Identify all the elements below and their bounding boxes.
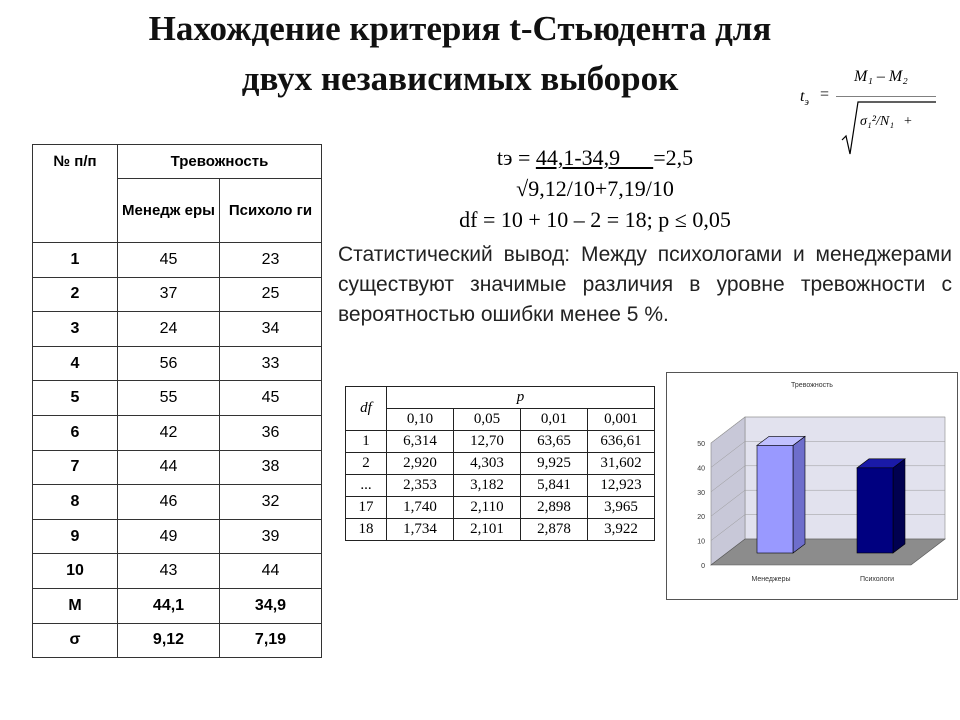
chart-bar-side (893, 459, 905, 553)
chart-y-tick: 40 (697, 465, 705, 473)
row-number: 1 (33, 243, 118, 278)
psychologists-value: 39 (220, 519, 322, 554)
calc-prefix: tэ = (496, 145, 536, 170)
calc-numerator: 44,1-34,9 (535, 145, 654, 170)
managers-value: 37 (118, 277, 220, 312)
chart-y-tick: 0 (701, 563, 705, 570)
crit-p-value: 0,10 (387, 409, 454, 431)
crit-value: 636,61 (588, 431, 655, 453)
t-student-formula (796, 66, 941, 166)
t-calculation (430, 142, 760, 235)
chart-title: Тревожность (791, 382, 833, 389)
row-number: 5 (33, 381, 118, 416)
psychologists-value: 33 (220, 346, 322, 381)
chart-bar (857, 468, 893, 553)
chart-y-tick: 30 (697, 489, 705, 497)
table-row (33, 312, 322, 347)
psychologists-value: 23 (220, 243, 322, 278)
crit-df: 18 (346, 519, 387, 541)
crit-df: 1 (346, 431, 387, 453)
crit-p-value: 0,001 (588, 409, 655, 431)
chart-x-tick: Психологи (859, 576, 895, 583)
managers-value: 46 (118, 485, 220, 520)
formula-lhs: t (800, 88, 805, 105)
row-number: 6 (33, 415, 118, 450)
crit-value: 2,920 (387, 453, 454, 475)
row-number: 9 (33, 519, 118, 554)
managers-value: 44,1 (118, 588, 220, 623)
row-number: 3 (33, 312, 118, 347)
header-managers: Менедж еры (118, 179, 220, 243)
row-number: 10 (33, 554, 118, 589)
managers-value: 45 (118, 243, 220, 278)
crit-value: 3,182 (454, 475, 521, 497)
calc-result: =2,5 (653, 145, 694, 170)
crit-row (346, 475, 655, 497)
crit-p-value: 0,01 (521, 409, 588, 431)
crit-value: 63,65 (521, 431, 588, 453)
table-row (33, 277, 322, 312)
formula-den-2 (896, 126, 898, 127)
formula-lhs-sub: э (804, 97, 809, 109)
crit-row (346, 431, 655, 453)
managers-value: 24 (118, 312, 220, 347)
psychologists-value: 36 (220, 415, 322, 450)
calc-df: df = 10 + 10 – 2 = 18; p ≤ 0,05 (459, 207, 731, 232)
title-line-1: Нахождение критерия t-Стьюдента для (148, 9, 772, 48)
psychologists-value: 45 (220, 381, 322, 416)
table-row (33, 243, 322, 278)
crit-value: 12,923 (588, 475, 655, 497)
managers-value: 44 (118, 450, 220, 485)
row-number: 8 (33, 485, 118, 520)
header-number: № п/п (33, 145, 118, 243)
table-row (33, 346, 322, 381)
row-number: 2 (33, 277, 118, 312)
crit-value: 3,965 (588, 497, 655, 519)
crit-value: 4,303 (454, 453, 521, 475)
crit-value: 12,70 (454, 431, 521, 453)
managers-value: 43 (118, 554, 220, 589)
psychologists-value: 25 (220, 277, 322, 312)
crit-value: 2,110 (454, 497, 521, 519)
crit-value: 2,101 (454, 519, 521, 541)
crit-df: ... (346, 475, 387, 497)
statistical-conclusion: Статистический вывод: Между психологами и менеджерами существуют значимые различия в уровне тревожности с вероятностью ошибки менее 5 %. (338, 243, 952, 326)
formula-sqrt-icon (836, 96, 941, 166)
managers-value: 9,12 (118, 623, 220, 658)
chart-bar (757, 445, 793, 553)
psychologists-value: 32 (220, 485, 322, 520)
crit-row (346, 453, 655, 475)
crit-value: 5,841 (521, 475, 588, 497)
table-row (33, 485, 322, 520)
crit-row (346, 497, 655, 519)
crit-value: 2,878 (521, 519, 588, 541)
chart-floor (711, 539, 945, 565)
header-psychologists: Психоло ги (220, 179, 322, 243)
crit-df: 2 (346, 453, 387, 475)
crit-value: 3,922 (588, 519, 655, 541)
page-title (60, 4, 860, 104)
formula-numerator: M₁ – M₂ (854, 68, 908, 85)
anxiety-data-table (32, 144, 322, 658)
psychologists-value: 34,9 (220, 588, 322, 623)
chart-x-tick: Менеджеры (751, 576, 791, 583)
managers-value: 56 (118, 346, 220, 381)
summary-label: M (33, 588, 118, 623)
formula-den-1: σ₁²/N₁ (860, 114, 895, 129)
table-row (33, 381, 322, 416)
crit-header-p: p (387, 387, 655, 409)
table-row (33, 554, 322, 589)
managers-value: 49 (118, 519, 220, 554)
crit-value: 31,602 (588, 453, 655, 475)
managers-value: 42 (118, 415, 220, 450)
crit-value: 6,314 (387, 431, 454, 453)
chart-y-tick: 10 (697, 538, 705, 546)
crit-value: 1,740 (387, 497, 454, 519)
psychologists-value: 44 (220, 554, 322, 589)
mean-row (33, 588, 322, 623)
psychologists-value: 34 (220, 312, 322, 347)
title-line-2: двух независимых выборок (241, 59, 679, 98)
psychologists-value: 38 (220, 450, 322, 485)
chart-y-tick: 50 (697, 441, 705, 448)
crit-value: 9,925 (521, 453, 588, 475)
formula-eq: = (820, 86, 830, 103)
crit-row (346, 519, 655, 541)
critical-values-table (345, 386, 655, 541)
sigma-row (33, 623, 322, 658)
calc-denominator: √9,12/10+7,19/10 (516, 176, 674, 201)
row-number: 7 (33, 450, 118, 485)
psychologists-value: 7,19 (220, 623, 322, 658)
row-number: 4 (33, 346, 118, 381)
chart-y-tick: 20 (697, 514, 705, 522)
table-row (33, 415, 322, 450)
crit-df: 17 (346, 497, 387, 519)
chart-svg (667, 373, 957, 599)
anxiety-bar-chart (666, 372, 958, 600)
crit-value: 2,353 (387, 475, 454, 497)
table-row (33, 519, 322, 554)
table-row (33, 450, 322, 485)
crit-header-df: df (346, 387, 387, 431)
formula-plus: + (904, 114, 912, 129)
header-anxiety: Тревожность (118, 145, 322, 179)
chart-bar-side (793, 436, 805, 553)
summary-label: σ (33, 623, 118, 658)
crit-value: 2,898 (521, 497, 588, 519)
managers-value: 55 (118, 381, 220, 416)
crit-value: 1,734 (387, 519, 454, 541)
crit-p-value: 0,05 (454, 409, 521, 431)
